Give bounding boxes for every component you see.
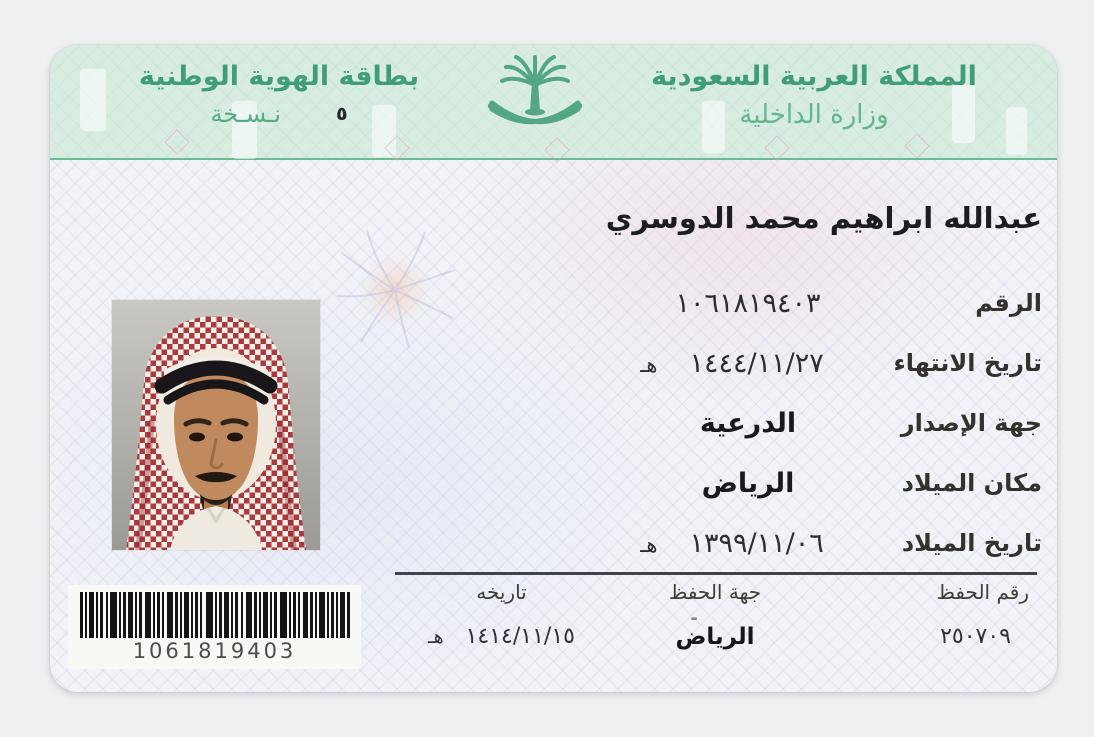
saudi-emblem-icon xyxy=(480,49,590,155)
field-value: الدرعية xyxy=(699,407,797,439)
card-header-band xyxy=(50,45,1057,160)
holder-name: عبدالله ابراهيم محمد الدوسري xyxy=(605,201,1042,235)
field-label: مكان الميلاد xyxy=(901,469,1042,497)
record-place-label: جهة الحفظ xyxy=(668,580,762,604)
field-row-issuing-authority xyxy=(380,393,1042,453)
record-date-label: تاريخه xyxy=(476,580,527,604)
record-strip xyxy=(395,572,1037,650)
record-number-value: ٢٥٠٧٠٩ xyxy=(940,624,1011,649)
kingdom-title: المملكة العربية السعودية xyxy=(651,61,977,92)
hijri-suffix: هـ xyxy=(640,532,658,557)
fields-block xyxy=(380,273,1042,573)
field-value: الرياض xyxy=(701,467,795,499)
field-label: جهة الإصدار xyxy=(900,409,1042,437)
record-date-value: ١٤١٤/١١/١٥هـ xyxy=(428,624,575,649)
record-labels-row xyxy=(395,575,1037,604)
record-place-value: - الرياض xyxy=(675,608,755,650)
field-label: الرقم xyxy=(975,289,1042,317)
field-label: تاريخ الانتهاء xyxy=(893,349,1042,377)
dash-mark: - xyxy=(690,608,698,629)
diamond-mark xyxy=(764,135,789,160)
copy-label: نـسـخة xyxy=(210,100,281,128)
record-values-row xyxy=(395,608,1037,650)
copy-row xyxy=(94,97,464,131)
card-title: بطاقة الهوية الوطنية xyxy=(138,61,420,92)
field-label: تاريخ الميلاد xyxy=(901,529,1042,557)
copy-number: ٥ xyxy=(335,103,348,125)
national-id-card xyxy=(50,45,1057,692)
field-value: ١٤٤٤/١١/٢٧ xyxy=(689,347,824,379)
record-number-label: رقم الحفظ xyxy=(936,580,1029,604)
barcode-bars xyxy=(80,592,350,638)
barcode-number: 1061819403 xyxy=(132,639,297,663)
field-row-birth-place xyxy=(380,453,1042,513)
field-value: ١٣٩٩/١١/٠٦ xyxy=(689,527,824,559)
field-value: ١٠٦١٨١٩٤٠٣ xyxy=(675,287,821,319)
header-left-block xyxy=(94,57,464,131)
hijri-suffix: هـ xyxy=(428,626,444,648)
field-row-expiry-date xyxy=(380,333,1042,393)
barcode xyxy=(68,585,361,669)
hijri-suffix: هـ xyxy=(640,352,658,377)
holder-photo xyxy=(112,300,320,550)
field-row-birth-date xyxy=(380,513,1042,573)
diamond-mark xyxy=(164,129,189,154)
ministry-title: وزارة الداخلية xyxy=(739,100,889,130)
field-row-id-number xyxy=(380,273,1042,333)
header-right-block xyxy=(609,57,1019,133)
diamond-mark xyxy=(904,133,929,158)
